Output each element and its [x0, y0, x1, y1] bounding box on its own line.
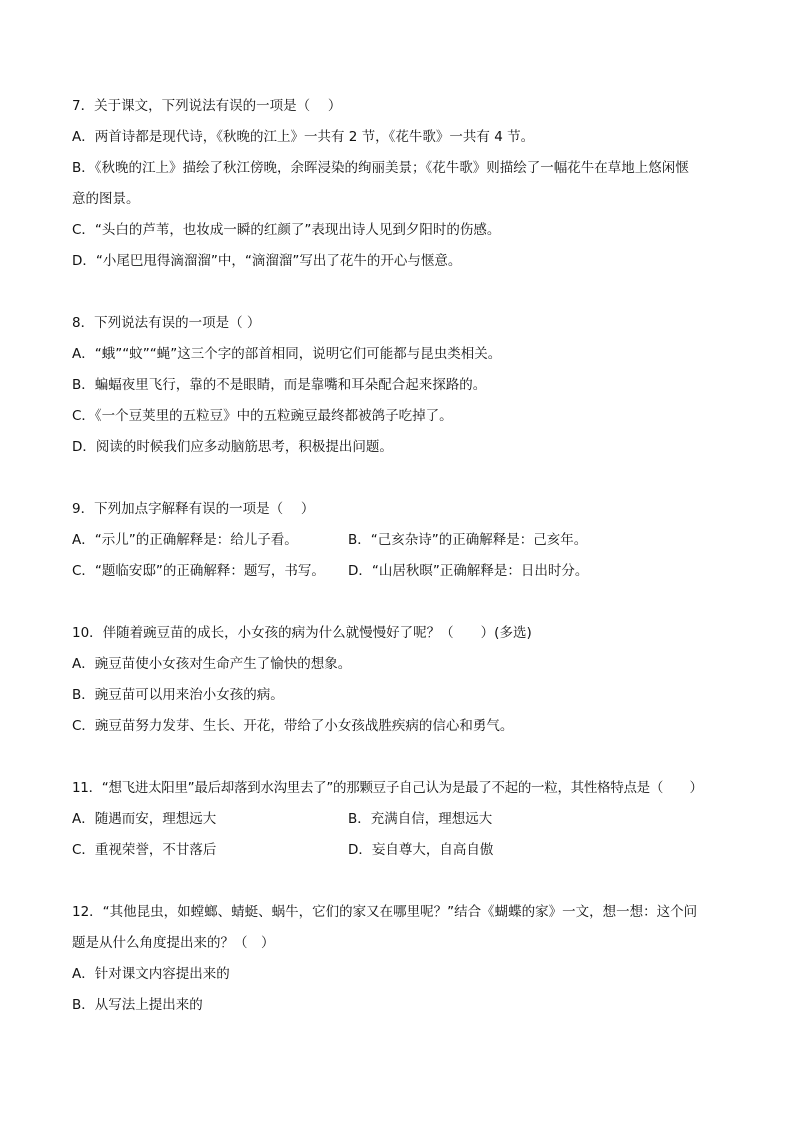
- question-8-stem: 8．下列说法有误的一项是（ ）: [72, 315, 261, 331]
- question-12-option-a: A．针对课文内容提出来的: [72, 966, 230, 982]
- question-12: [72, 897, 732, 1021]
- question-10-option-c: C．豌豆苗努力发芽、生长、开花，带给了小女孩战胜疾病的信心和勇气。: [72, 718, 514, 734]
- question-7-option-d: D．“小尾巴甩得滴溜溜”中，“滴溜溜”写出了花牛的开心与惬意。: [72, 253, 462, 269]
- question-12-stem-line2: 题是从什么角度提出来的？（ ）: [72, 935, 275, 951]
- question-8-option-c: C．《一个豆荚里的五粒豆》中的五粒豌豆最终都被鸽子吃掉了。: [72, 408, 453, 424]
- question-11-option-c: C．重视荣誉，不甘落后: [72, 842, 217, 858]
- question-page: [72, 91, 732, 1021]
- question-11-row2: [72, 835, 732, 866]
- question-11-option-a: A．随遇而安，理想远大: [72, 811, 217, 827]
- spacer: [72, 463, 732, 494]
- spacer: [72, 742, 732, 773]
- question-9-option-a: A．“示儿”的正确解释是：给儿子看。: [72, 532, 298, 548]
- question-8: [72, 308, 732, 463]
- question-10-option-a: A．豌豆苗使小女孩对生命产生了愉快的想象。: [72, 656, 352, 672]
- question-12-option-b: B．从写法上提出来的: [72, 997, 203, 1013]
- question-10-stem: 10．伴随着豌豆苗的成长，小女孩的病为什么就慢慢好了呢？（ ）(多选): [72, 625, 532, 641]
- spacer: [72, 587, 732, 618]
- question-7-option-a: A．两首诗都是现代诗，《秋晚的江上》一共有 2 节，《花牛歌》一共有 4 节。: [72, 129, 535, 145]
- question-9-option-d: D．“山居秋暝”正确解释是：日出时分。: [348, 563, 589, 579]
- question-8-option-a: A．“蛾”“蚊”“蝇”这三个字的部首相同，说明它们可能都与昆虫类相关。: [72, 346, 502, 362]
- question-7-option-b-line1: B．《秋晚的江上》描绘了秋江傍晚，余晖浸染的绚丽美景；《花牛歌》则描绘了一幅花牛在草地上悠闲惬: [72, 160, 689, 176]
- question-11-stem: 11．“想飞进太阳里”最后却落到水沟里去了”的那颗豆子自己认为是最了不起的一粒，其性格特点是（ ）: [72, 780, 703, 796]
- question-9-row1: [72, 525, 732, 556]
- spacer: [72, 866, 732, 897]
- question-7-option-b-line2: 意的图景。: [72, 191, 140, 207]
- question-11-row1: [72, 804, 732, 835]
- question-10-option-b: B．豌豆苗可以用来治小女孩的病。: [72, 687, 284, 703]
- question-8-option-b: B．蝙蝠夜里飞行，靠的不是眼睛，而是靠嘴和耳朵配合起来探路的。: [72, 377, 487, 393]
- question-11: [72, 773, 732, 866]
- spacer: [72, 277, 732, 308]
- question-9: [72, 494, 732, 587]
- question-9-row2: [72, 556, 732, 587]
- question-10: [72, 618, 732, 742]
- question-12-stem-line1: 12．“其他昆虫，如螳螂、蜻蜓、蜗牛，它们的家又在哪里呢？”结合《蝴蝶的家》一文，想一想：这个问: [72, 904, 698, 920]
- question-11-option-d: D．妄自尊大，自高自傲: [348, 842, 494, 858]
- question-7: [72, 91, 732, 277]
- question-8-option-d: D．阅读的时候我们应多动脑筋思考，积极提出问题。: [72, 439, 393, 455]
- question-11-option-b: B．充满自信，理想远大: [348, 811, 493, 827]
- question-7-option-c: C．“头白的芦苇，也妆成一瞬的红颜了”表现出诗人见到夕阳时的伤感。: [72, 222, 501, 238]
- question-7-stem: 7．关于课文，下列说法有误的一项是（ ）: [72, 98, 342, 114]
- question-9-option-b: B．“己亥杂诗”的正确解释是：己亥年。: [348, 532, 588, 548]
- question-9-option-c: C．“题临安邸”的正确解释：题写，书写。: [72, 563, 325, 579]
- question-9-stem: 9．下列加点字解释有误的一项是（ ）: [72, 501, 315, 517]
